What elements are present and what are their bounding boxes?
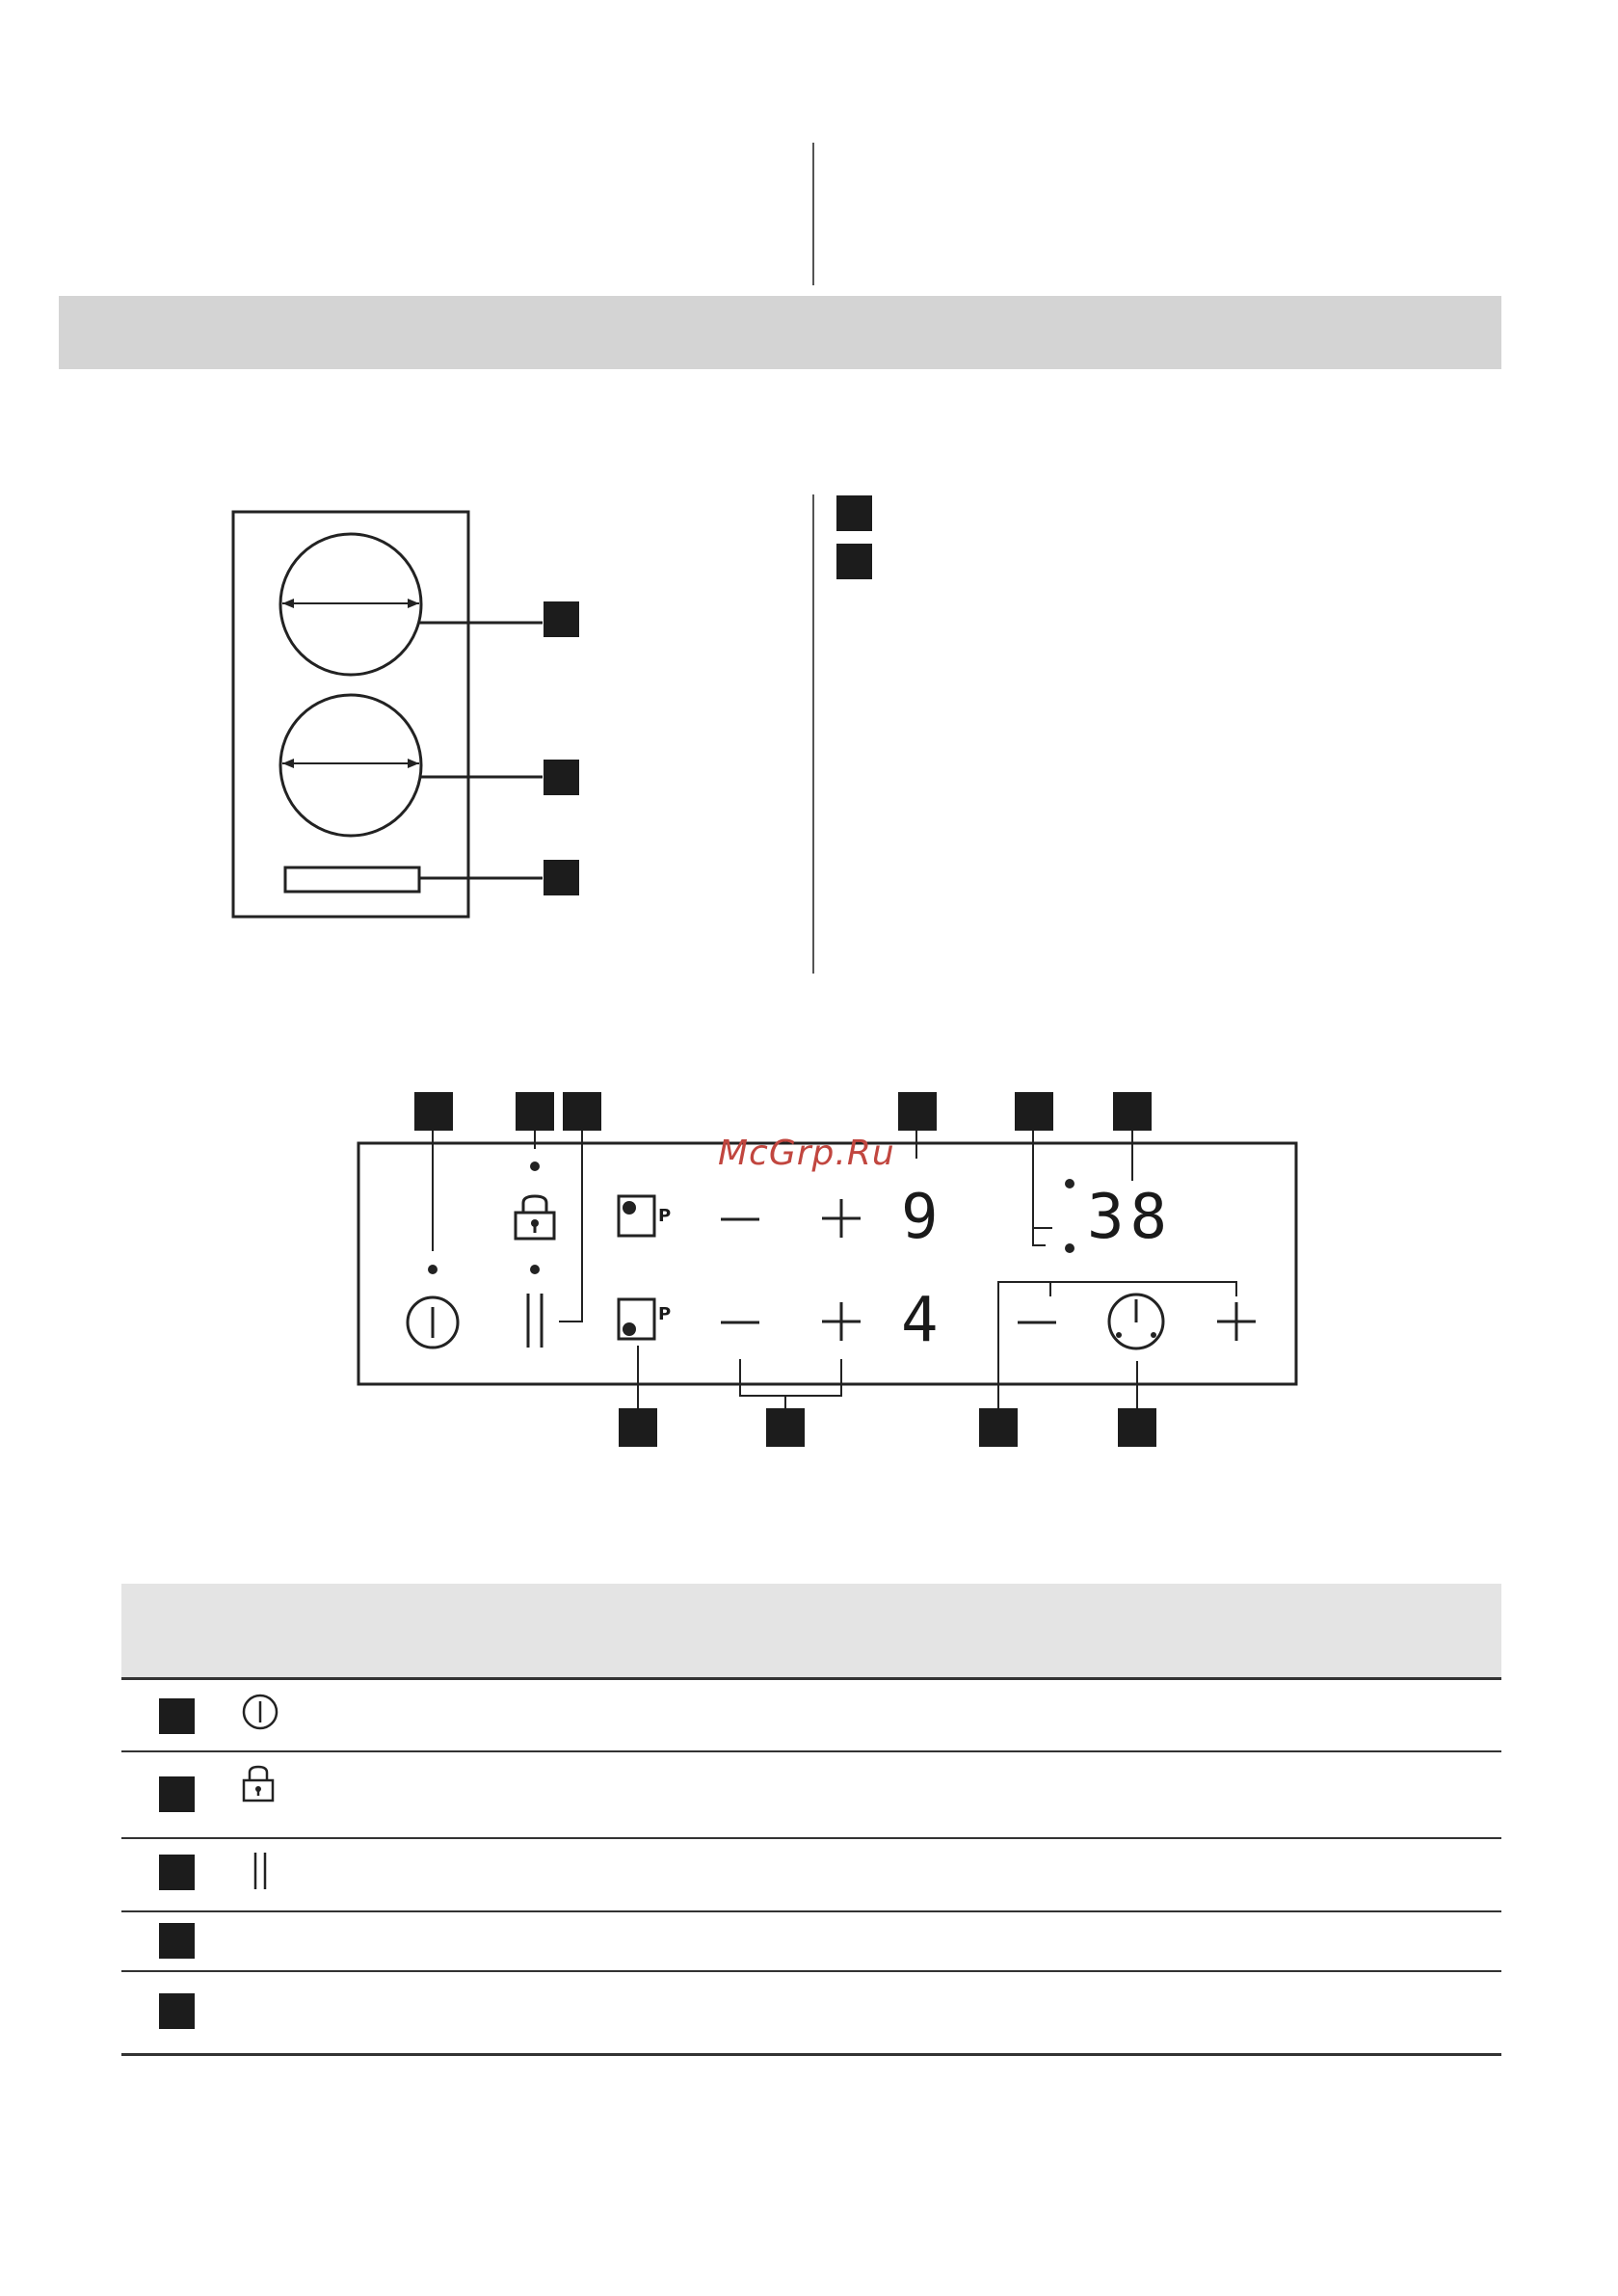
table-rule: [121, 1837, 1501, 1839]
power-icon: [241, 1693, 279, 1731]
plus-icon[interactable]: [1217, 1302, 1256, 1341]
minus-icon[interactable]: [721, 1320, 759, 1325]
zone-indicator-top: P: [658, 1206, 672, 1226]
panel-marker-8: [766, 1408, 805, 1447]
panel-marker-6: [1113, 1092, 1152, 1131]
table-rule: [121, 1910, 1501, 1912]
table-rule: [121, 1970, 1501, 1972]
table-rule: [121, 2053, 1501, 2056]
table-row-marker: [159, 1776, 195, 1812]
timer-icon[interactable]: [1106, 1292, 1166, 1351]
power-icon[interactable]: [405, 1295, 461, 1350]
panel-marker-9: [979, 1408, 1018, 1447]
power-level-display-lower: 4: [901, 1285, 939, 1356]
lock-icon[interactable]: [513, 1193, 557, 1241]
table-rule: [121, 1677, 1501, 1680]
watermark: McGrp.Ru: [718, 1134, 895, 1173]
pause-indicator-dot: [529, 1264, 541, 1275]
plus-icon[interactable]: [822, 1302, 861, 1341]
table-row-marker: [159, 1698, 195, 1734]
table-row-marker: [159, 1923, 195, 1959]
minus-icon[interactable]: [721, 1216, 759, 1222]
panel-marker-4: [898, 1092, 937, 1131]
table-row-marker: [159, 1993, 195, 2029]
table-row-marker: [159, 1855, 195, 1890]
minus-icon[interactable]: [1018, 1320, 1056, 1325]
timer-display: 38: [1087, 1182, 1174, 1253]
pause-icon[interactable]: [523, 1292, 546, 1349]
timer-zone-indicator-upper: [1064, 1178, 1075, 1189]
panel-marker-10: [1118, 1408, 1156, 1447]
panel-marker-3: [563, 1092, 601, 1131]
power-level-display-upper: 9: [901, 1182, 939, 1253]
table-header: [121, 1584, 1501, 1677]
power-indicator-dot: [427, 1264, 438, 1275]
timer-zone-indicator-lower: [1064, 1242, 1075, 1254]
panel-marker-1: [414, 1092, 453, 1131]
lock-icon: [241, 1765, 276, 1803]
panel-marker-2: [516, 1092, 554, 1131]
lock-indicator-dot: [529, 1161, 541, 1172]
panel-marker-7: [619, 1408, 657, 1447]
panel-marker-5: [1015, 1092, 1053, 1131]
pause-icon: [252, 1851, 268, 1891]
plus-icon[interactable]: [822, 1199, 861, 1238]
table-rule: [121, 1750, 1501, 1752]
zone-indicator-bottom: P: [658, 1304, 672, 1324]
